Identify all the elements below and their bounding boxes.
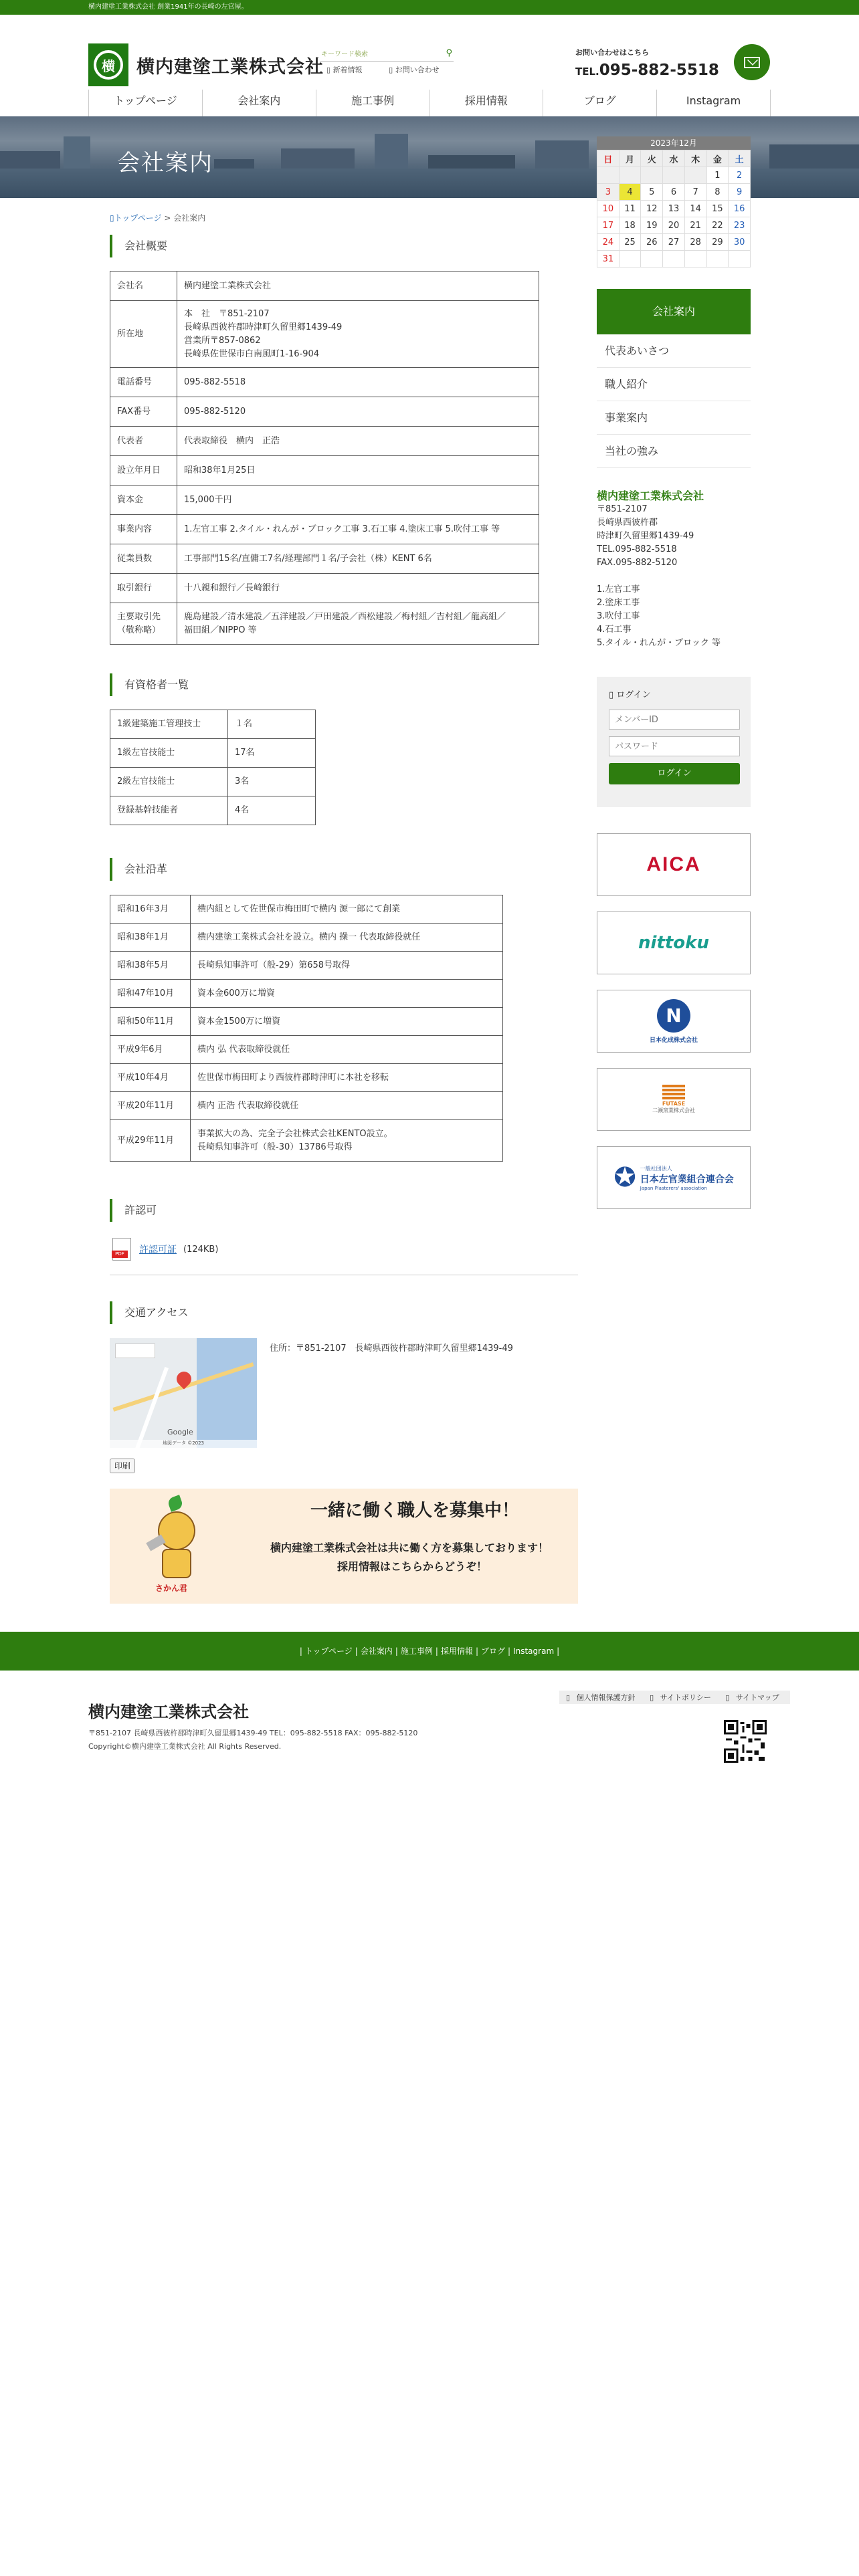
copyright: Copyright©横内建塗工業株式会社 All Rights Reserved. [88,1742,282,1751]
table-key-cell: 平成9年6月 [110,1036,191,1064]
calendar-week: 10 11 12 13 14 15 16 [597,201,751,217]
member-id-input[interactable] [609,710,740,730]
table-key-cell: 2級左官技能士 [110,768,228,796]
search-box[interactable] [320,48,454,62]
table-key-cell: 平成29年11月 [110,1120,191,1162]
recruit-line2: 採用情報はこちらからどうぞ！ [337,1560,488,1573]
side-menu-head[interactable]: 会社案内 [597,289,751,334]
table-key-cell: 平成10年4月 [110,1064,191,1092]
footer-nav-item[interactable]: ブログ [481,1646,506,1656]
calendar [597,136,751,267]
table-row [110,397,539,427]
banner-sakan-union[interactable]: ✪ 一般社団法人 日本左官業組合連合会 Japan Plasterers' association [597,1146,751,1209]
table-row [110,427,539,456]
phone-number[interactable]: TEL.095-882-5518 [575,62,719,79]
table-value-cell: 十八親和銀行／長崎銀行 [177,574,539,603]
table-key-cell: 1級左官技能士 [110,739,228,768]
recruit-banner[interactable] [110,1489,578,1604]
side-company-name: 横内建塗工業株式会社 [597,490,704,502]
table-row [110,1008,503,1036]
calendar-week: 31 [597,251,751,267]
footer-link-privacy[interactable]: ▯ 個人情報保護方針 [566,1693,636,1702]
table-row [110,1036,503,1064]
search-placeholder[interactable]: キーワード検索 [321,51,368,58]
site-header [0,15,859,94]
mail-button[interactable] [734,44,770,80]
table-key-cell: 登録基幹技能者 [110,796,228,825]
nav-item-instagram[interactable]: Instagram [656,90,771,116]
table-key-cell: 1級建築施工管理技士 [110,710,228,739]
table-value-cell: 資本金600万に増資 [191,980,503,1008]
table-row [110,272,539,301]
license-size: (124KB) [183,1244,219,1255]
calendar-week: 17 18 19 20 21 22 23 [597,217,751,234]
table-key-cell: 事業内容 [110,515,177,544]
side-company-info: 横内建塗工業株式会社 〒851-2107 長崎県西彼杵郡 時津町久留里郷1439-49 TEL.095-882-5518 FAX.095-882-5120 1.左官工事 2.塗床工事 3.吹付工事 4.石工事 5.タイル・れんが・ブロック 等 [597,490,751,650]
top-strip-text: 横内建塗工業株式会社 創業1941年の長崎の左官屋。 [88,3,248,11]
table-row [110,710,316,739]
nav-item-top[interactable]: トップページ [88,90,202,116]
footer-nav-item[interactable]: Instagram [513,1646,555,1656]
table-value-cell: 1.左官工事 2.タイル・れんが・ブロック工事 3.石工事 4.塗床工事 5.吹付工事 等 [177,515,539,544]
page-title: 会社案内 [117,150,213,177]
breadcrumb-home[interactable]: ▯トップページ [110,213,162,223]
mascot: さかん君 [150,1497,203,1597]
table-value-cell: 横内建塗工業株式会社 [177,272,539,301]
footer-nav-item[interactable]: 施工事例 [400,1646,433,1656]
table-key-cell: 昭和47年10月 [110,980,191,1008]
table-key-cell: 電話番号 [110,368,177,397]
search-icon[interactable]: ⚲ [446,48,452,58]
license-row [112,1238,218,1261]
table-row [110,768,316,796]
map-data-label: 地図データ ©2023 [110,1440,257,1448]
table-value-cell: 横内 正浩 代表取締役就任 [191,1092,503,1120]
overview-table [110,271,539,645]
table-value-cell: 17名 [228,739,316,768]
header-link-news[interactable]: ▯ 新着情報 [326,66,363,74]
table-row [110,1092,503,1120]
site-logo[interactable] [88,43,324,86]
table-key-cell: 資本金 [110,486,177,515]
section-heading-history: 会社沿革 [110,858,578,881]
map-fullscreen-button[interactable] [115,1344,155,1358]
calendar-today: 4 [619,184,641,201]
table-key-cell: 取引銀行 [110,574,177,603]
banner-futase[interactable]: FUTASE 二瀬窯業株式会社 [597,1068,751,1131]
section-heading-overview: 会社概要 [110,235,578,257]
footer-company-name: 横内建塗工業株式会社 [88,1702,249,1721]
password-input[interactable] [609,736,740,756]
banner-aica[interactable]: AICA [597,833,751,896]
table-row [110,980,503,1008]
table-row [110,486,539,515]
envelope-icon [744,57,760,68]
map-logo: Google [167,1428,193,1436]
table-row [110,924,503,952]
banner-nihon-kasei[interactable]: N 日本化成株式会社 [597,990,751,1053]
qualified-table [110,710,316,825]
side-menu [597,289,751,468]
table-row [110,301,539,368]
table-value-cell: 工事部門15名/直傭工7名/経理部門１名/子会社（株）KENT 6名 [177,544,539,574]
futase-logo-icon [662,1085,685,1101]
table-row [110,603,539,645]
table-value-cell: 事業拡大の為、完全子会社株式会社KENTO設立。 長崎県知事許可（般-30）13786号取得 [191,1120,503,1162]
table-key-cell: 平成20年11月 [110,1092,191,1120]
table-key-cell: 昭和16年3月 [110,895,191,924]
nav-item-works[interactable]: 施工事例 [316,90,430,116]
table-value-cell: 横内組として佐世保市梅田町で横内 源一郎にて創業 [191,895,503,924]
footer-nav-item[interactable]: 採用情報 [440,1646,473,1656]
footer-address: 〒851-2107 長崎県西彼杵郡時津町久留里郷1439-49 TEL：095-882-5518 FAX：095-882-5120 Copyright©横内建塗工業株式会社 All Rights Reserved. [88,1727,417,1753]
history-table [110,895,503,1162]
table-row [110,952,503,980]
side-menu-item[interactable]: 代表あいさつ [597,334,751,368]
breadcrumb-current: 会社案内 [173,213,206,223]
main-nav [88,90,771,116]
table-value-cell: 横内 弘 代表取締役就任 [191,1036,503,1064]
table-row [110,368,539,397]
table-value-cell: 3名 [228,768,316,796]
table-value-cell: 鹿島建設／清水建設／五洋建設／戸田建設／西松建設／梅村組／吉村組／龍高組／ 福田組／NIPPO 等 [177,603,539,645]
nav-item-company[interactable]: 会社案内 [202,90,316,116]
footer-link-policy[interactable]: ▯ サイトポリシー [650,1693,711,1702]
side-menu-item[interactable]: 事業案内 [597,401,751,435]
nihon-kasei-logo-icon: N [657,999,690,1033]
login-title: ▯ ログイン [609,690,651,700]
table-value-cell: 昭和38年1月25日 [177,456,539,486]
footer-links [559,1691,790,1704]
footer-nav: | トップページ | 会社案内 | 施工事例 | 採用情報 | ブログ | Instagram | [0,1632,859,1671]
contact-block [575,47,719,79]
table-key-cell: 従業員数 [110,544,177,574]
star-icon: ✪ [613,1162,636,1193]
login-box [597,677,751,807]
table-key-cell: 主要取引先（敬称略） [110,603,177,645]
recruit-line1: 横内建塗工業株式会社は共に働く方を募集しております！ [270,1541,549,1554]
table-key-cell: 設立年月日 [110,456,177,486]
calendar-caption: 2023年12月 [597,136,751,150]
table-row [110,796,316,825]
recruit-title: 一緒に働く職人を募集中！ [310,1501,520,1521]
table-value-cell: 資本金1500万に増資 [191,1008,503,1036]
table-value-cell: 長崎県知事許可（般-29）第658号取得 [191,952,503,980]
table-row [110,544,539,574]
table-value-cell: 15,000千円 [177,486,539,515]
section-heading-license: 許認可 [110,1199,578,1222]
table-row [110,456,539,486]
access-address: 住所：〒851-2107 長崎県西彼杵郡時津町久留里郷1439-49 [270,1344,513,1354]
header-links [326,64,464,75]
calendar-header-row: 日 月 火 水 木 金 土 [597,150,751,167]
calendar-week: 3 4 5 6 7 8 9 [597,184,751,201]
table-key-cell: 所在地 [110,301,177,368]
table-value-cell: 代表取締役 横内 正浩 [177,427,539,456]
table-row [110,895,503,924]
login-button[interactable]: ログイン [609,763,740,784]
top-strip [0,0,859,15]
table-value-cell: 095-882-5518 [177,368,539,397]
table-row [110,515,539,544]
table-row [110,574,539,603]
banner-nittoku[interactable]: nittoku [597,911,751,974]
table-value-cell: 横内建塗工業株式会社を設立。横内 操一 代表取締役就任 [191,924,503,952]
nav-item-blog[interactable]: ブログ [543,90,656,116]
header-link-contact[interactable]: ▯ お問い合わせ [389,66,440,74]
table-value-cell: 095-882-5120 [177,397,539,427]
table-value-cell: 佐世保市梅田町より西彼杵郡時津町に本社を移転 [191,1064,503,1092]
table-row [110,1064,503,1092]
qr-code-icon [724,1720,767,1763]
calendar-week: 1 2 [597,167,751,184]
section-heading-qualified: 有資格者一覧 [110,673,578,696]
license-link[interactable]: 許認可証 [139,1245,177,1255]
table-key-cell: 昭和38年1月 [110,924,191,952]
table-value-cell: １名 [228,710,316,739]
table-key-cell: 昭和38年5月 [110,952,191,980]
table-key-cell: 代表者 [110,427,177,456]
side-menu-item[interactable]: 職人紹介 [597,368,751,401]
footer-nav-item[interactable]: トップページ [304,1646,353,1656]
company-name: 横内建塗工業株式会社 [136,56,324,78]
breadcrumb: ▯トップページ > 会社案内 [110,213,206,223]
print-button[interactable]: 印刷 [110,1459,135,1473]
footer-link-sitemap[interactable]: ▯ サイトマップ [725,1693,779,1702]
footer-nav-item[interactable]: 会社案内 [360,1646,393,1656]
calendar-week: 24 25 26 27 28 29 30 [597,234,751,251]
logo-mark: 横 [88,43,128,86]
table-row [110,739,316,768]
nav-item-recruit[interactable]: 採用情報 [429,90,543,116]
map[interactable] [110,1338,257,1448]
table-value-cell: 4名 [228,796,316,825]
table-value-cell: 本 社 〒851-2107 長崎県西彼杵郡時津町久留里郷1439-49 営業所〒857-0862 長崎県佐世保市白南風町1-16-904 [177,301,539,368]
table-key-cell: 昭和50年11月 [110,1008,191,1036]
table-key-cell: FAX番号 [110,397,177,427]
pdf-icon: PDF [112,1238,131,1261]
side-menu-item[interactable]: 当社の強み [597,435,751,468]
section-heading-access: 交通アクセス [110,1301,578,1324]
contact-label: お問い合わせはこちら [575,48,649,57]
table-key-cell: 会社名 [110,272,177,301]
table-row [110,1120,503,1162]
